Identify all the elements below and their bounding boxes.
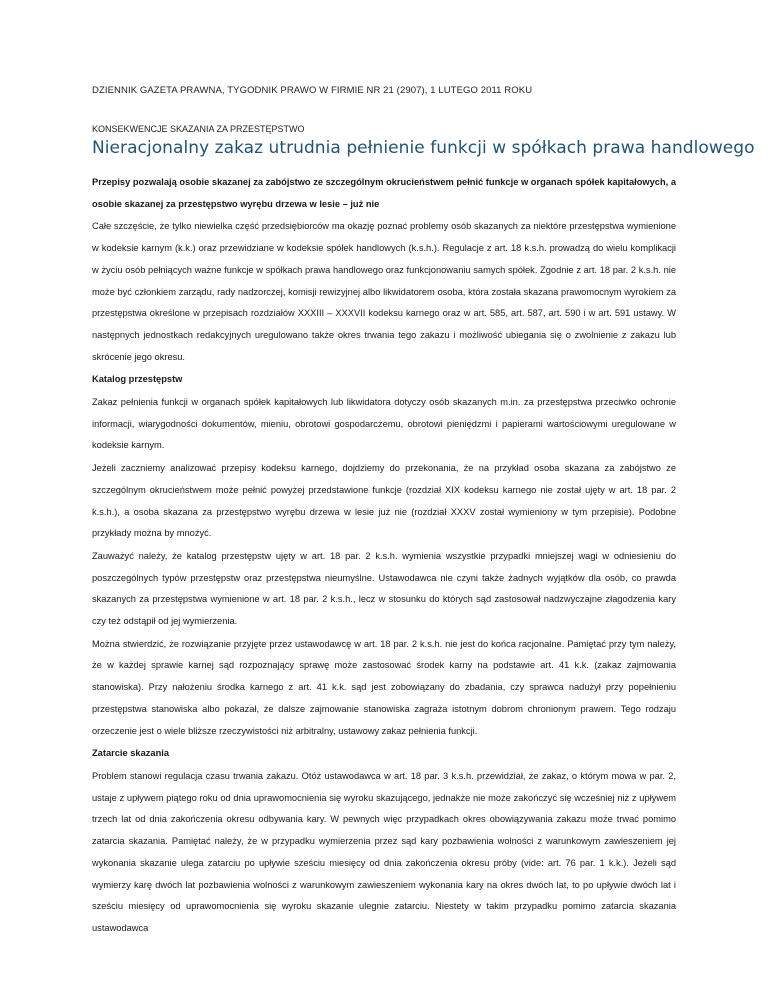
paragraph: Zauważyć należy, że katalog przestępstw ujęty w art. 18 par. 2 k.s.h. wymienia wszystkie przypadki mniejszej wagi w odniesieniu do poszczególnych typów przestępstw oraz przestępstwa nieumyślne. Ustawodawca nie czyni także żadnych wyjątków dla osób, co prawda skazanych za przestępstwa wymienione w art. 18 par. 2 k.s.h., lecz w stosunku do których sąd zastosował nadzwyczajne złagodzenia kary czy też odstąpił od jej wymierzenia. — [92, 550, 676, 627]
article-lead: Przepisy pozwalają osobie skazanej za zabójstwo ze szczególnym okrucieństwem pełnić funkcje w organach spółek kapitałowych, a osobie skazanej za przestępstwo wyrębu drzewa w lesie – już nie — [92, 177, 676, 209]
paragraph: Jeżeli zaczniemy analizować przepisy kodeksu karnego, dojdziemy do przekonania, że na przykład osoba skazana za zabójstwo ze szczególnym okrucieństwem może pełnić powyżej przedstawione funkcje (rozdział XIX kodeksu karnego nie został ujęty w art. 18 par. 2 k.s.h.), a osoba skazana za przestępstwo wyrębu drzewa w lesie już nie (rozdział XXXV został wymieniony w tym przepisie). Podobne przykłady można by mnożyć. — [92, 463, 676, 539]
article-title: Nieracjonalny zakaz utrudnia pełnienie funkcji w spółkach prawa handlowego — [92, 138, 755, 158]
paragraph: Zakaz pełnienia funkcji w organach spółek kapitałowych lub likwidatora dotyczy osób skazanych m.in. za przestępstwa przeciwko ochronie informacji, wiarygodności dokumentów, mieniu, obrotowi gospodarczemu, obrotowi pieniędzmi i papierami wartościowymi uregulowane w kodeksie karnym. — [92, 397, 676, 451]
subheading-zatarcie: Zatarcie skazania — [92, 748, 170, 759]
subheading-katalog: Katalog przestępstw — [92, 374, 183, 385]
paragraph: Problem stanowi regulacja czasu trwania zakazu. Otóż ustawodawca w art. 18 par. 3 k.s.h. przewidział, że zakaz, o którym mowa w par. 2, ustaje z upływem piątego roku od dnia uprawomocnienia się wyroku skazującego, jednakże nie może zakończyć się wcześniej niż z upływem trzech lat od dnia zakończenia okresu odbywania kary. W pewnych więc przypadkach okres obowiązywania zakazu może trwać pomimo zatarcia skazania. Pamiętać należy, że w przypadku wymierzenia przez sąd kary pozbawienia wolności z warunkowym zawieszeniem jej wykonania skazanie ulega zatarciu po upływie sześciu miesięcy od dnia zakończenia okresu próby (vide: art. 76 par. 1 k.k.). Jeżeli sąd wymierzy karę dwóch lat pozbawienia wolności z warunkowym zawieszeniem wykonania kary na okres dwóch lat, to po upływie dwóch lat i sześciu miesięcy od uprawomocnienia się wyroku skazanie ulegnie zatarciu. Niestety w takim przypadku pomimo zatarcia skazania ustawodawca — [92, 770, 676, 933]
section-label: KONSEKWENCJE SKAZANIA ZA PRZESTĘPSTWO — [92, 124, 305, 134]
source-line: DZIENNIK GAZETA PRAWNA, TYGODNIK PRAWO W FIRMIE NR 21 (2907), 1 LUTEGO 2011 ROKU — [92, 85, 533, 96]
paragraph: Można stwierdzić, że rozwiązanie przyjęte przez ustawodawcę w art. 18 par. 2 k.s.h. nie jest do końca racjonalne. Pamiętać przy tym należy, że w każdej sprawie karnej sąd rozpoznający sprawę może zastosować środek karny na podstawie art. 41 k.k. (zakaz zajmowania stanowiska). Przy nałożeniu środka karnego z art. 41 k.k. sąd jest zobowiązany do zbadania, czy sprawca nadużył przy popełnieniu przestępstwa stanowiska albo pokazał, że dalsze zajmowanie stanowiska zagraża istotnym dobrom chronionym prawem. Tego rodzaju orzeczenie jest o wiele bliższe rzeczywistości niż arbitralny, ustawowy zakaz pełnienia funkcji. — [92, 638, 676, 736]
article-body — [92, 172, 676, 941]
paragraph: Całe szczęście, że tylko niewielka część przedsiębiorców ma okazję poznać problemy osób skazanych za niektóre przestępstwa wymienione w kodeksie karnym (k.k.) oraz przewidziane w kodeksie spółek handlowych (k.s.h.). Regulacje z art. 18 k.s.h. prowadzą do wielu komplikacji w życiu osób pełniących ważne funkcje w spółkach prawa handlowego oraz funkcjonowaniu samych spółek. Zgodnie z art. 18 par. 2 k.s.h. nie może być członkiem zarządu, rady nadzorczej, komisji rewizyjnej albo likwidatorem osoba, która została skazana prawomocnym wyrokiem za przestępstwa określone w przepisach rozdziałów XXXIII – XXXVII kodeksu karnego oraz w art. 585, art. 587, art. 590 i w art. 591 ustawy. W następnych jednostkach redakcyjnych uregulowano także okres trwania tego zakazu i możliwość ubiegania się o zwolnienie z zakazu lub skrócenie jego okresu. — [92, 221, 676, 362]
